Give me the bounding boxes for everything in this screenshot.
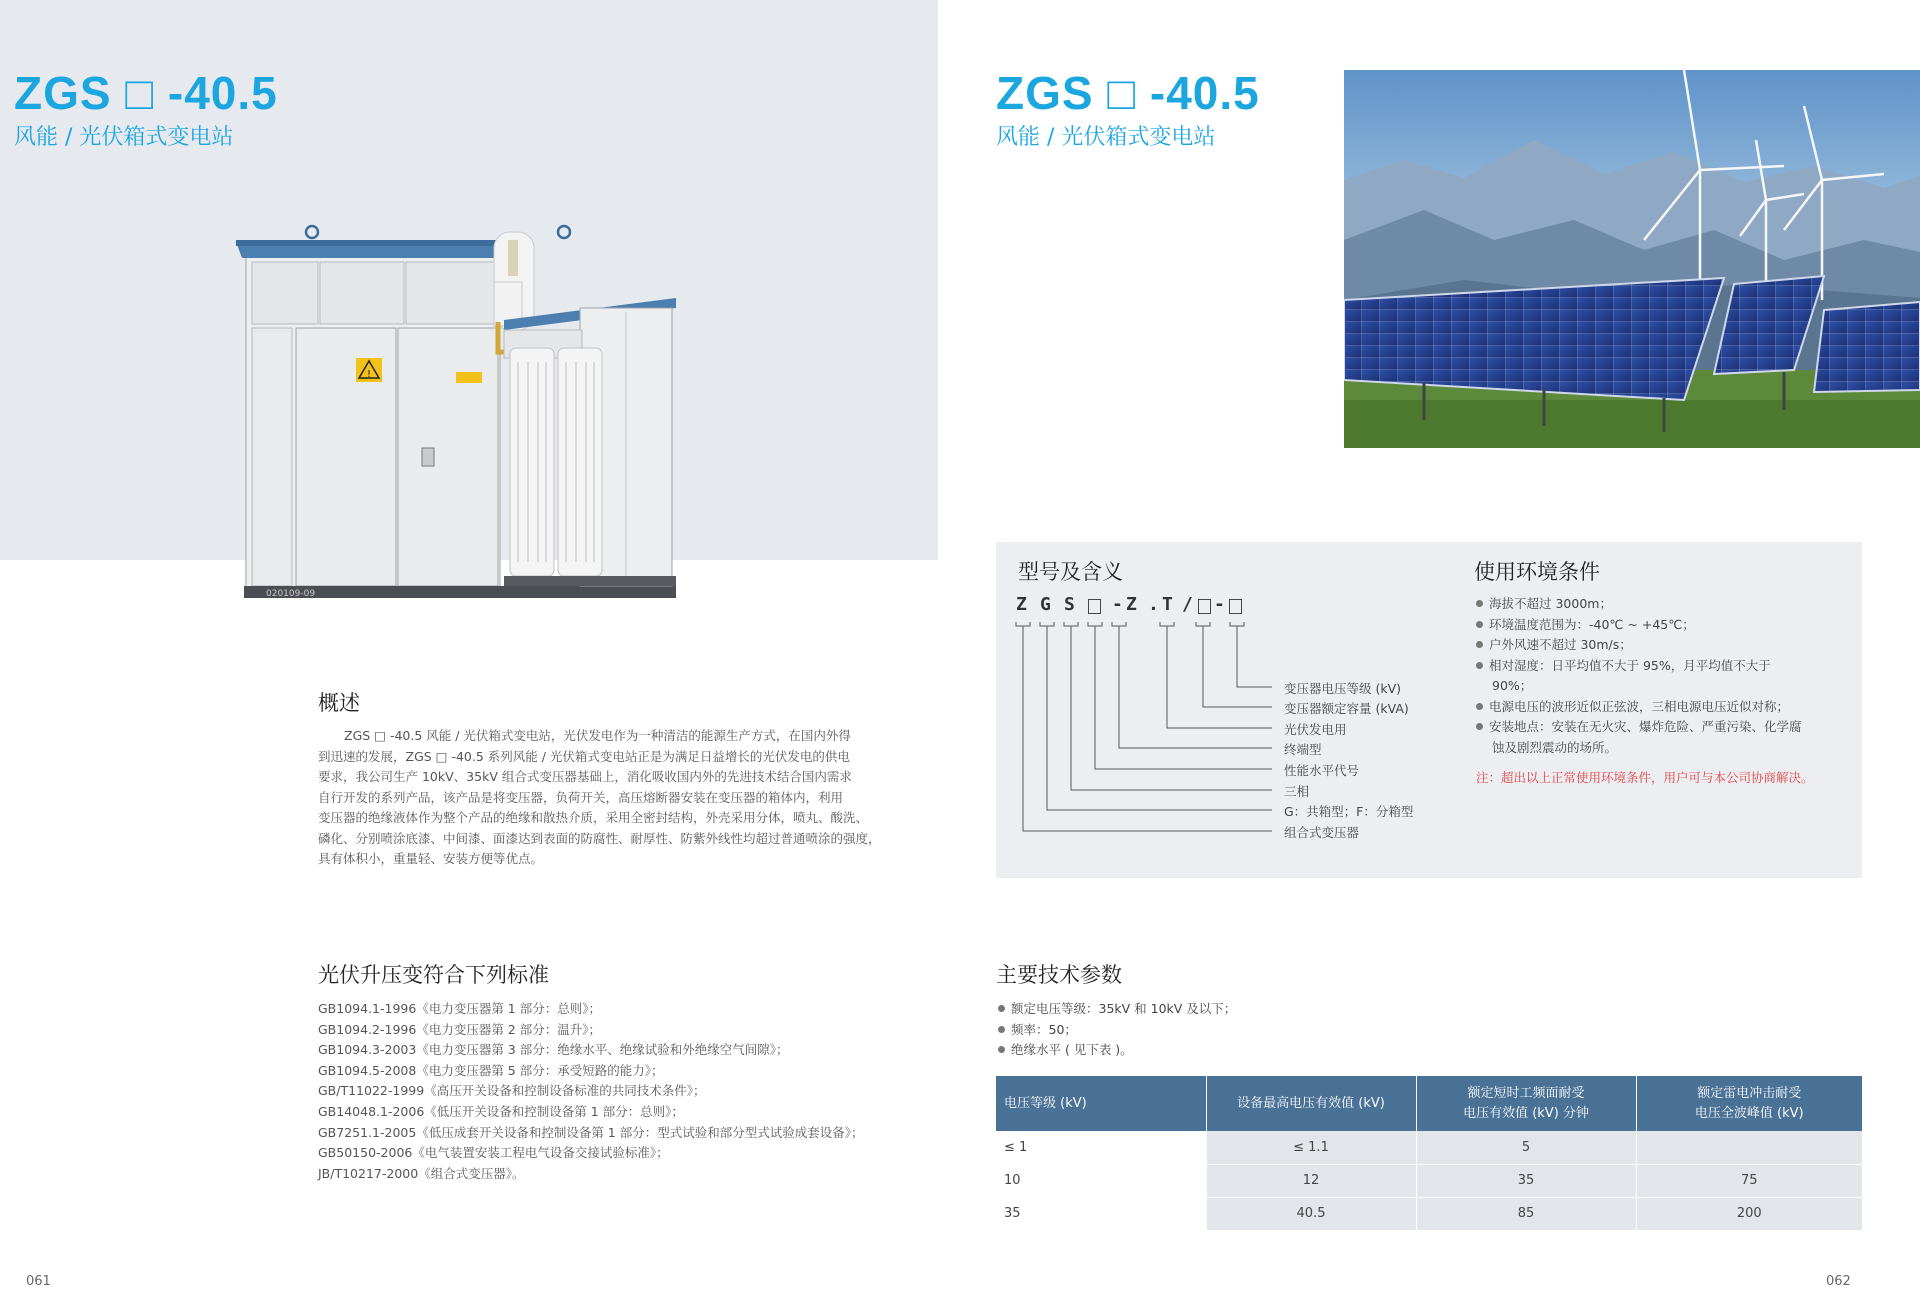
- table-header-cell: 额定短时工频面耐受 电压有效值 (kV) 分钟: [1416, 1076, 1636, 1131]
- table-row: [996, 1131, 1862, 1164]
- table-cell: 40.5: [1206, 1197, 1416, 1230]
- svg-text:!: !: [366, 369, 372, 380]
- wind-solar-farm-photo: [1344, 70, 1920, 448]
- model-code: [1016, 594, 1246, 618]
- model-label: G：共箱型；F：分箱型: [1284, 804, 1414, 819]
- standard-item: GB1094.1-1996《电力变压器第 1 部分：总则》；: [318, 1001, 601, 1016]
- table-row: [996, 1197, 1862, 1230]
- standard-item: GB50150-2006《电气装置安装工程电气设备交接试验标准》；: [318, 1145, 669, 1161]
- left-page-subtitle: 风能 / 光伏箱式变电站: [14, 125, 234, 150]
- table-row: [996, 1164, 1862, 1197]
- standard-item: GB1094.5-2008《电力变压器第 5 部分：承受短路的能力》；: [318, 1062, 664, 1078]
- environment-item-continuation: 蚀及剧烈震动的场所。: [1492, 739, 1618, 755]
- tech-param-item: 额定电压等级：35kV 和 10kV 及以下；: [998, 999, 1598, 1020]
- standards-list: [318, 999, 918, 1184]
- environment-item: 相对湿度：日平均值不大于 95%，月平均值不大于: [1476, 656, 1846, 677]
- code-char: .: [1148, 594, 1159, 615]
- right-page-subtitle: 风能 / 光伏箱式变电站: [996, 125, 1216, 150]
- code-char: -: [1214, 594, 1225, 615]
- bullet-icon: [1476, 703, 1483, 710]
- environment-item: 安装地点：安装在无火灾、爆炸危险、严重污染、化学腐: [1476, 717, 1846, 738]
- code-char: G: [1040, 594, 1051, 615]
- code-char: Z: [1126, 594, 1137, 615]
- overview-line: ZGS □ -40.5 风能 / 光伏箱式变电站，光伏发电作为一种清洁的能源生产方式，在国内外得: [344, 728, 851, 743]
- table-cell: [1636, 1131, 1862, 1164]
- tech-param-item: 绝缘水平 ( 见下表 )。: [998, 1040, 1598, 1061]
- bullet-icon: [998, 1026, 1005, 1033]
- table-cell: 35: [1416, 1164, 1636, 1197]
- table-cell: 12: [1206, 1164, 1416, 1197]
- right-page-title: ZGS □ -40.5: [996, 67, 1260, 119]
- overview-line: 自行开发的系列产品，该产品是将变压器，负荷开关，高压熔断器安装在变压器的箱体内，利用: [318, 789, 844, 805]
- tech-params-heading: 主要技术参数: [996, 963, 1122, 987]
- right-page-number: 062: [1826, 1274, 1851, 1289]
- device-plate-text: 020109-09: [266, 589, 316, 599]
- table-cell: 35: [996, 1197, 1206, 1230]
- table-cell: ≤ 1.1: [1206, 1131, 1416, 1164]
- table-cell: ≤ 1: [996, 1131, 1206, 1164]
- code-char: -: [1112, 594, 1123, 615]
- model-code-connector-lines: [1010, 616, 1290, 836]
- bullet-icon: [998, 1046, 1005, 1053]
- bullet-icon: [998, 1005, 1005, 1012]
- code-char: T: [1162, 594, 1173, 615]
- table-header-cell: 电压等级 (kV): [996, 1076, 1206, 1131]
- table-cell: 200: [1636, 1197, 1862, 1230]
- placeholder-box-glyph: [1229, 598, 1242, 617]
- table-cell: 5: [1416, 1131, 1636, 1164]
- tech-param-item: 频率：50；: [998, 1020, 1598, 1041]
- insulation-level-table: [996, 1076, 1862, 1231]
- code-char: S: [1064, 594, 1075, 615]
- left-page-number: 061: [26, 1274, 51, 1289]
- overview-line: 要求，我公司生产 10kV、35kV 组合式变压器基础上，消化吸收国内外的先进技术结合国内需求: [318, 769, 852, 784]
- table-header-cell: 设备最高电压有效值 (kV): [1206, 1076, 1416, 1131]
- bullet-icon: [1476, 600, 1483, 607]
- environment-note: 注：超出以上正常使用环境条件，用户可与本公司协商解决。: [1476, 770, 1814, 785]
- overview-line: 到迅速的发展，ZGS □ -40.5 系列风能 / 光伏箱式变电站正是为满足日益增长的光伏发电的供电: [318, 748, 850, 764]
- standard-item: GB/T11022-1999《高压开关设备和控制设备标准的共同技术条件》；: [318, 1083, 706, 1099]
- model-label: 组合式变压器: [1284, 825, 1360, 840]
- standards-heading: 光伏升压变符合下列标准: [318, 963, 549, 987]
- placeholder-box-glyph: [1198, 598, 1211, 617]
- code-char: Z: [1016, 594, 1027, 615]
- model-label: 终端型: [1284, 742, 1322, 757]
- overview-line: 磷化、分别喷涂底漆、中间漆、面漆达到表面的防腐性、耐厚性、防紫外线性均超过普通喷涂的强度，: [318, 830, 881, 846]
- environment-heading: 使用环境条件: [1474, 560, 1600, 584]
- overview-line: 具有体积小，重量轻、安装方便等优点。: [318, 851, 544, 866]
- bullet-icon: [1476, 641, 1483, 648]
- table-cell: 10: [996, 1164, 1206, 1197]
- overview-body: [318, 726, 898, 870]
- table-header-row: [996, 1076, 1862, 1131]
- bullet-icon: [1476, 621, 1483, 628]
- overview-heading: 概述: [318, 691, 360, 715]
- environment-item-continuation: 90%；: [1492, 678, 1533, 693]
- standard-item: GB7251.1-2005《低压成套开关设备和控制设备第 1 部分：型式试验和部分型式试验成套设备》；: [318, 1124, 864, 1140]
- model-label: 变压器额定容量 (kVA): [1284, 701, 1409, 716]
- environment-item: 环境温度范围为：-40℃ ~ +45℃；: [1476, 615, 1846, 636]
- standard-item: GB14048.1-2006《低压开关设备和控制设备第 1 部分：总则》；: [318, 1103, 684, 1119]
- standard-item: JB/T10217-2000《组合式变压器》。: [318, 1165, 525, 1181]
- table-cell: 75: [1636, 1164, 1862, 1197]
- overview-line: 变压器的绝缘液体作为整个产品的绝缘和散热介质，采用全密封结构，外壳采用分体，喷丸、酸洗、: [318, 810, 869, 825]
- tech-params-list: [998, 999, 1598, 1061]
- environment-item: 电源电压的波形近似正弦波，三相电源电压近似对称；: [1476, 697, 1846, 718]
- bullet-icon: [1476, 723, 1483, 730]
- model-meaning-heading: 型号及含义: [1018, 560, 1123, 584]
- environment-item: 海拔不超过 3000m；: [1476, 594, 1846, 615]
- environment-list: [1476, 594, 1846, 758]
- model-label: 三相: [1284, 784, 1310, 799]
- table-cell: 85: [1416, 1197, 1636, 1230]
- model-label: 性能水平代号: [1284, 763, 1360, 778]
- standard-item: GB1094.2-1996《电力变压器第 2 部分：温升》；: [318, 1021, 601, 1037]
- table-header-cell: 额定雷电冲击耐受 电压全波峰值 (kV): [1636, 1076, 1862, 1131]
- placeholder-box-glyph: [1088, 598, 1101, 617]
- model-label: 变压器电压等级 (kV): [1284, 681, 1402, 696]
- substation-product-image: [236, 222, 836, 622]
- model-label: 光伏发电用: [1284, 722, 1347, 737]
- environment-item: 户外风速不超过 30m/s；: [1476, 635, 1846, 656]
- code-char: /: [1182, 594, 1193, 615]
- bullet-icon: [1476, 662, 1483, 669]
- standard-item: GB1094.3-2003《电力变压器第 3 部分：绝缘水平、绝缘试验和外绝缘空气间隙》；: [318, 1042, 789, 1058]
- left-page-title: ZGS □ -40.5: [14, 67, 278, 119]
